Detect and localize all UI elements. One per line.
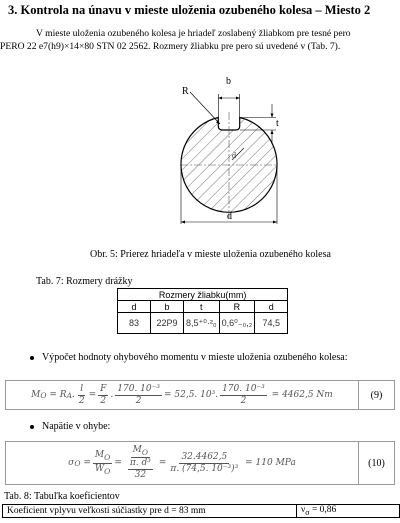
table7-header-d2: d — [255, 301, 288, 313]
table8-value-symbol: ν — [301, 505, 306, 516]
eq10-f1-den — [93, 464, 112, 477]
eq10-fraction-2 — [124, 445, 157, 482]
eq10-f2-num-sub: O — [141, 447, 149, 457]
table7-header-b: b — [151, 301, 184, 313]
paragraph-line-1: V mieste uloženia ozubeného kolesa je hriadeľ zoslabený žliabkom pre tesné pero — [36, 28, 351, 39]
bullet-text: Výpočet hodnoty ohybového momentu v mieste uloženia ozubeného kolesa: — [42, 352, 348, 363]
eq9-f3-num: 170. 10⁻³ — [117, 383, 160, 394]
intro-paragraph — [0, 27, 400, 53]
table7-value-d2: 74,5 — [255, 313, 288, 334]
eq10-fraction-3 — [168, 452, 240, 475]
eq9-f4-den: 2 — [240, 395, 247, 406]
equation-9: M O = R A . $\frac{l}{2}$ = $\frac{F}{2}$ . $\frac{\text{170. 10⁻³}}{2}$ = 52,5. 10³. $\frac{\text{170. 10⁻³}}{2}$ = 4462,5 Nm — [6, 381, 359, 409]
table7-group-header: Rozmery žliabku(mm) — [118, 289, 288, 301]
table7-value-R: 0,6⁰₋₀,₂ — [219, 313, 255, 334]
eq10-f3-num: 32.4462,5 — [181, 451, 228, 462]
shaft-cross-section-figure — [176, 74, 292, 234]
eq9-fraction-4 — [220, 384, 267, 407]
eq9-lhs: M — [31, 390, 41, 400]
equation-9-number: (9) — [370, 389, 383, 401]
eq10-result: = 110 MPa — [245, 458, 296, 468]
eq10-f2-den — [124, 458, 157, 481]
eq10-f1-num-sub: O — [104, 452, 111, 462]
eq9-fraction-2 — [98, 384, 108, 407]
equation-10-box — [5, 441, 395, 485]
eq10-lhs-sub: O — [74, 458, 81, 468]
dim-label-t: t — [276, 118, 279, 129]
dim-label-d-inner: d — [232, 151, 236, 160]
eq10-f1-den-sub: O — [104, 466, 111, 476]
table8-caption: Tab. 8: Tabuľka koeficientov — [4, 491, 120, 502]
eq10-lhs: σ — [68, 458, 75, 468]
bullet-text: Napätie v ohybe: — [42, 421, 111, 432]
table8-value-tail: = 0,86 — [309, 505, 337, 516]
eq9-lhs-sub: O — [40, 390, 47, 400]
table8-value-sub: σ — [305, 507, 310, 517]
table7-header-R: R — [219, 301, 255, 313]
dim-label-R: R — [182, 86, 189, 97]
eq9-f4-num: 170. 10⁻³ — [222, 383, 265, 394]
eq9-f2-den: 2 — [100, 395, 107, 406]
table7-value-d: 83 — [118, 313, 151, 334]
dim-label-d: d — [227, 211, 232, 222]
eq10-f2-den-frac — [128, 458, 153, 481]
bullet-dot — [30, 356, 34, 360]
coefficients-table — [2, 504, 400, 518]
section-heading: 3. Kontrola na únavu v mieste uloženia ozubeného kolesa – Miesto 2 — [8, 3, 371, 17]
bullet-dot — [30, 425, 34, 429]
equation-10: σ O = $\frac{M_O}{W_O}$ = $\frac{M_O}{\frac{\text{π. d³}}{32}}$ = $\frac{32.4462,5}{\text{π. (74,5. 10⁻³)³}}$ = 110 MPa — [6, 442, 359, 484]
figure-caption: Obr. 5: Prierez hriadeľa v mieste uloženia ozubeného kolesa — [90, 249, 331, 260]
eq9-fraction-3 — [115, 384, 162, 407]
eq9-f1-den: 2 — [78, 395, 85, 406]
table7-value-t: 8,5⁺⁰·²₀ — [184, 313, 220, 334]
equation-10-number: (10) — [368, 457, 385, 469]
table7-header-d: d — [118, 301, 151, 313]
bullet-bending-moment — [30, 352, 347, 363]
eq9-middle: = 52,5. 10³. — [163, 390, 219, 400]
eq10-f2-den-den: 32 — [134, 470, 147, 481]
eq10-fraction-1 — [93, 450, 112, 477]
eq10-f2-num — [131, 445, 150, 459]
bullet-bending-stress — [30, 421, 110, 432]
eq9-result: = 4462,5 Nm — [271, 390, 333, 400]
eq9-f1-num: l — [80, 383, 84, 394]
table8-row-value — [297, 505, 400, 518]
table-row — [3, 505, 400, 518]
eq9-f2-num: F — [100, 383, 107, 394]
eq10-f2-num-sym: M — [132, 444, 142, 455]
dim-label-b: b — [226, 76, 231, 87]
eq10-f1-num — [93, 450, 112, 464]
table8-row-label: Koeficient vplyvu veľkosti súčiastky pre d = 83 mm — [3, 505, 297, 518]
eq10-f3-den: π. (74,5. 10⁻³)³ — [170, 463, 239, 474]
eq10-f2-den-num: π. d³ — [129, 458, 151, 469]
eq9-f3-den: 2 — [135, 395, 142, 406]
eq9-rhs-sub: A — [66, 390, 72, 400]
eq10-f1-num-sym: M — [94, 449, 105, 460]
paragraph-line-2: PERO 22 e7(h9)×14×80 STN 02 2562. Rozmery žliabku pre pero sú uvedené v (Tab. 7). — [0, 41, 341, 52]
eq9-fraction-1 — [77, 384, 87, 407]
eq9-rhs-term: R — [59, 390, 67, 400]
groove-dimensions-table — [117, 288, 288, 334]
eq10-f1-den-sym: W — [94, 463, 105, 474]
table7-value-b: 22P9 — [151, 313, 184, 334]
table7-header-t: t — [184, 301, 220, 313]
equation-9-box — [5, 380, 395, 410]
table7-caption: Tab. 7: Rozmery drážky — [36, 276, 133, 287]
